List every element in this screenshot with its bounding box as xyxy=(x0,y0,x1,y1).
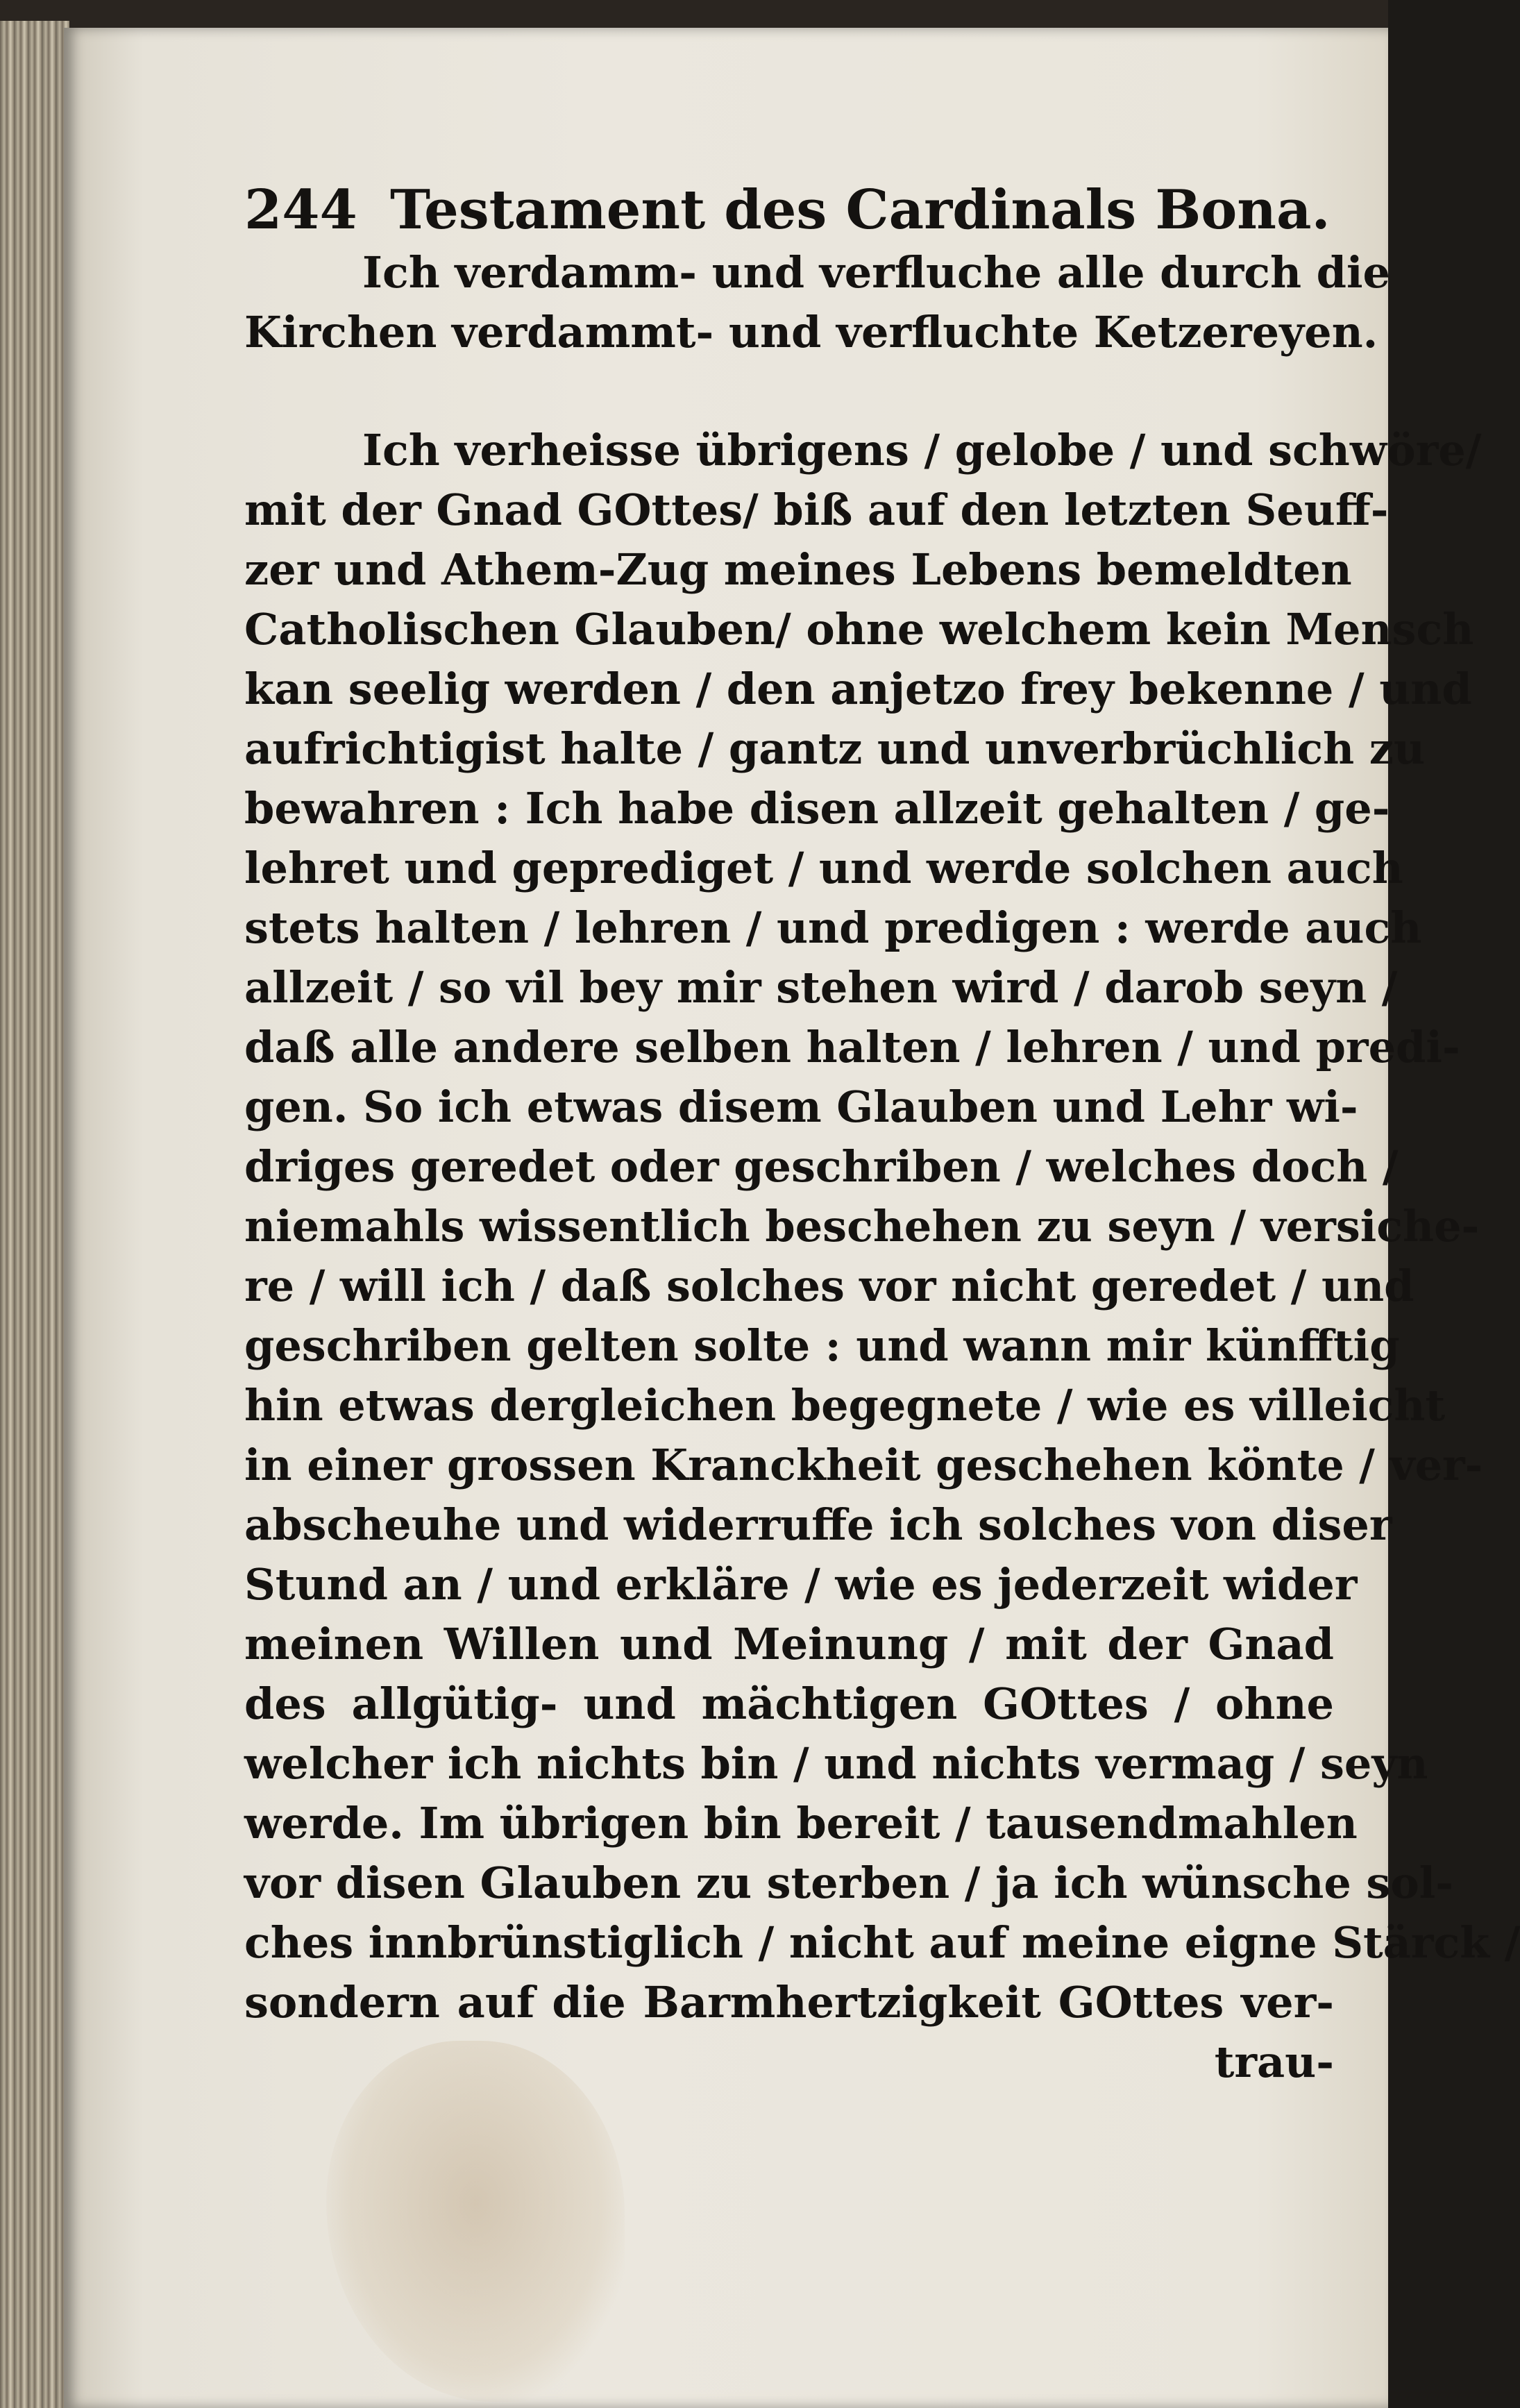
text-line: des allgütig- und mächtigen GOttes / ohne xyxy=(244,1678,1334,1729)
text-line: geschriben gelten solte : und wann mir künfftig xyxy=(244,1320,1400,1371)
text-line: Kirchen verdammt- und verfluchte Ketzereyen. xyxy=(244,307,1378,357)
text-line: daß alle andere selben halten / lehren / und predi- xyxy=(244,1022,1460,1072)
text-line: ches innbrünstiglich / nicht auf meine eigne Stärck / xyxy=(244,1917,1520,1968)
text-line: welcher ich nichts bin / und nichts vermag / seyn xyxy=(244,1738,1428,1789)
text-line: sondern auf die Barmhertzigkeit GOttes ver- xyxy=(244,1977,1334,2028)
paragraph-1 xyxy=(244,243,1391,362)
text-line: allzeit / so vil bey mir stehen wird / darob seyn / xyxy=(244,962,1398,1013)
text-line: abscheuhe und widerruffe ich solches von diser xyxy=(244,1499,1392,1550)
text-line: gen. So ich etwas disem Glauben und Lehr wi- xyxy=(244,1081,1358,1132)
text-line: Ich verdamm- und verfluche alle durch die xyxy=(362,247,1391,298)
text-line: vor disen Glauben zu sterben / ja ich wünsche sol- xyxy=(244,1858,1453,1908)
text-line: Stund an / und erkläre / wie es jederzeit wider xyxy=(244,1559,1358,1610)
text-line: aufrichtigist halte / gantz und unverbrüchlich zu xyxy=(244,723,1426,774)
text-line: werde. Im übrigen bin bereit / tausendmahlen xyxy=(244,1798,1358,1849)
page-edges xyxy=(0,21,69,2408)
text-line: bewahren : Ich habe disen allzeit gehalten / ge- xyxy=(244,783,1390,834)
text-line: stets halten / lehren / und predigen : werde auch xyxy=(244,902,1422,953)
running-head: Testament des Cardinals Bona. xyxy=(390,178,1331,242)
catchword: trau- xyxy=(1214,2037,1334,2087)
text-line: meinen Willen und Meinung / mit der Gnad xyxy=(244,1619,1334,1669)
text-line: driges geredet oder geschriben / welches doch / xyxy=(244,1141,1399,1192)
text-line: Ich verheisse übrigens / gelobe / und schwöre/ xyxy=(362,425,1482,475)
text-line: niemahls wissentlich beschehen zu seyn / versiche- xyxy=(244,1201,1480,1252)
text-line: kan seelig werden / den anjetzo frey bekenne / und xyxy=(244,664,1472,714)
page-header xyxy=(244,172,1331,249)
text-line: hin etwas dergleichen begegnete / wie es villeicht xyxy=(244,1380,1446,1431)
text-line: mit der Gnad GOttes/ biß auf den letzten Seuff- xyxy=(244,485,1389,535)
paragraph-2 xyxy=(244,421,1520,2092)
text-line: re / will ich / daß solches vor nicht geredet / und xyxy=(244,1261,1415,1311)
text-line: zer und Athem-Zug meines Lebens bemeldten xyxy=(244,544,1352,595)
text-line: lehret und geprediget / und werde solchen auch xyxy=(244,843,1403,893)
text-line: in einer grossen Kranckheit geschehen könte / ver- xyxy=(244,1440,1483,1490)
page-number: 244 xyxy=(244,178,357,242)
text-line: Catholischen Glauben/ ohne welchem kein Mensch xyxy=(244,604,1474,655)
